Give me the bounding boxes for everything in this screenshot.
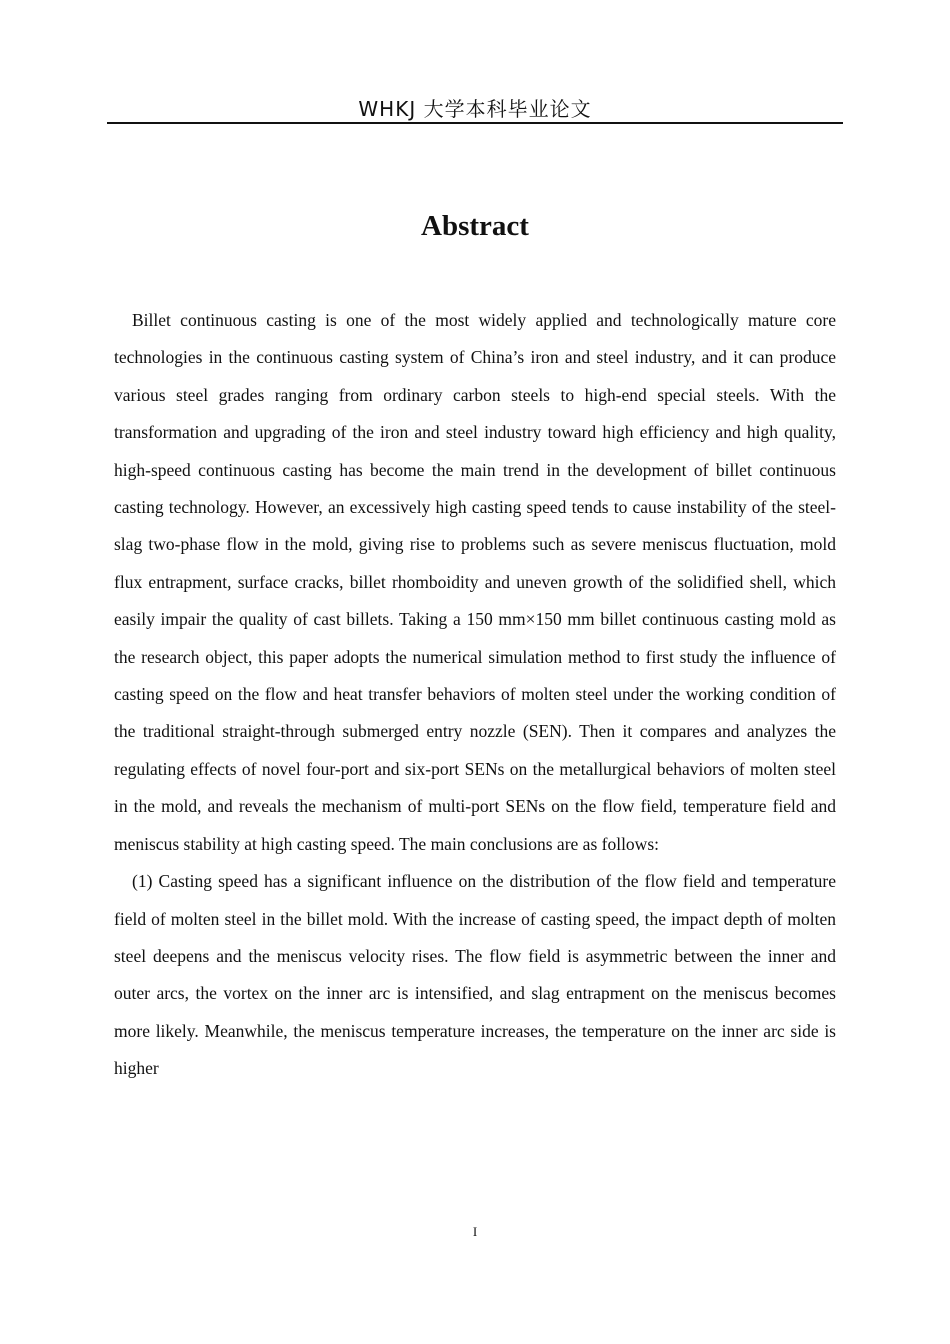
abstract-title: Abstract: [421, 210, 529, 242]
abstract-body: [114, 302, 836, 1088]
abstract-paragraph-intro: Billet continuous casting is one of the most widely applied and technologically mature core technologies in the continuous casting system of China’s iron and steel industry, and it can produce various steel grades ranging from ordinary carbon steels to high-end special steels. With the transformation and upgrading of the iron and steel industry toward high efficiency and high quality, high-speed continuous casting has become the main trend in the development of billet continuous casting technology. However, an excessively high casting speed tends to cause instability of the steel-slag two-phase flow in the mold, giving rise to problems such as severe meniscus fluctuation, mold flux entrapment, surface cracks, billet rhomboidity and uneven growth of the solidified shell, which easily impair the quality of cast billets. Taking a 150 mm×150 mm billet continuous casting mold as the research object, this paper adopts the numerical simulation method to first study the influence of casting speed on the flow and heat transfer behaviors of molten steel under the working condition of the traditional straight-through submerged entry nozzle (SEN). Then it compares and analyzes the regulating effects of novel four-port and six-port SENs on the metallurgical behaviors of molten steel in the mold, and reveals the mechanism of multi-port SENs on the flow field, temperature field and meniscus stability at high casting speed. The main conclusions are as follows:: [114, 310, 836, 854]
page-number: I: [472, 1224, 478, 1239]
running-header: WHKJ 大学本科毕业论文: [358, 97, 592, 121]
header-rule: [107, 122, 843, 124]
abstract-paragraph-conclusion-1: (1) Casting speed has a significant influence on the distribution of the flow field and temperature field of molten steel in the billet mold. With the increase of casting speed, the impact depth of molten steel deepens and the meniscus velocity rises. The flow field is asymmetric between the inner and outer arcs, the vortex on the inner arc is intensified, and slag entrapment on the meniscus becomes more likely. Meanwhile, the meniscus temperature increases, the temperature on the inner arc side is higher: [114, 871, 836, 1079]
